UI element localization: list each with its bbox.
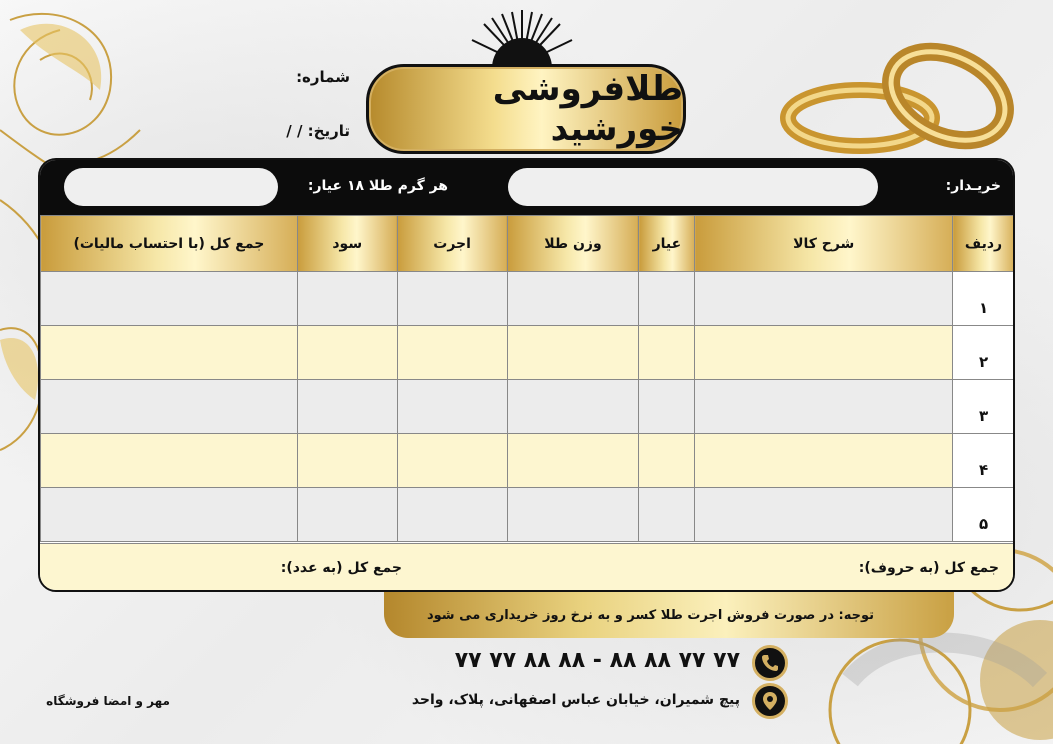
table-row: [41, 488, 1015, 542]
phone-icon: [752, 645, 788, 681]
table-cell[interactable]: [695, 326, 953, 380]
table-cell[interactable]: [297, 434, 397, 488]
note-banner: [384, 592, 954, 638]
note-text: توجه: در صورت فروش اجرت طلا کسر و به نرخ روز خریداری می شود: [426, 607, 874, 623]
table-cell[interactable]: [695, 272, 953, 326]
column-header: ردیف: [953, 216, 1015, 272]
table-cell[interactable]: [507, 380, 639, 434]
column-header: شرح کالا: [695, 216, 953, 272]
form-header-bar: [40, 160, 1013, 215]
row-number: ۳: [953, 380, 1015, 434]
invoice-form: [38, 158, 1015, 592]
table-row: [41, 272, 1015, 326]
table-cell[interactable]: [397, 326, 507, 380]
table-row: [41, 434, 1015, 488]
sun-rays-icon: [462, 6, 582, 68]
table-cell[interactable]: [695, 488, 953, 542]
column-header: اجرت: [397, 216, 507, 272]
table-cell[interactable]: [397, 434, 507, 488]
phone-number: ۷۷ ۷۷ ۸۸ ۸۸ - ۸۸ ۸۸ ۷۷ ۷۷: [454, 648, 740, 673]
gold-rings-image: [780, 36, 1020, 156]
total-in-words-label: جمع کل (به حروف):: [858, 560, 999, 576]
total-in-numbers-label: جمع کل (به عدد):: [280, 560, 402, 576]
table-cell[interactable]: [639, 380, 695, 434]
column-header: عیار: [639, 216, 695, 272]
table-cell[interactable]: [297, 272, 397, 326]
stamp-signature-label: مهر و امضا فروشگاه: [46, 694, 170, 708]
shop-name: طلافروشی خورشید: [492, 69, 683, 149]
table-cell[interactable]: [507, 488, 639, 542]
gold-price-input[interactable]: [64, 168, 278, 206]
table-cell[interactable]: [639, 434, 695, 488]
table-cell[interactable]: [639, 488, 695, 542]
table-cell[interactable]: [695, 380, 953, 434]
table-cell[interactable]: [639, 326, 695, 380]
table-cell[interactable]: [639, 272, 695, 326]
table-cell[interactable]: [41, 488, 298, 542]
table-cell[interactable]: [507, 272, 639, 326]
row-number: ۱: [953, 272, 1015, 326]
column-header: سود: [297, 216, 397, 272]
column-header: جمع کل (با احتساب مالیات): [41, 216, 298, 272]
table-header-row: [41, 216, 1015, 272]
row-number: ۵: [953, 488, 1015, 542]
number-label: شماره:: [296, 68, 350, 86]
gold-price-label: هر گرم طلا ۱۸ عیار:: [307, 178, 448, 194]
row-number: ۴: [953, 434, 1015, 488]
table-cell[interactable]: [397, 488, 507, 542]
table-cell[interactable]: [507, 434, 639, 488]
address-text: پیچ شمیران، خیابان عباس اصفهانی، پلاک، واحد: [411, 692, 740, 708]
location-pin-icon: [752, 683, 788, 719]
table-row: [41, 326, 1015, 380]
table-cell[interactable]: [41, 326, 298, 380]
table-cell[interactable]: [41, 434, 298, 488]
table-row: [41, 380, 1015, 434]
column-header: وزن طلا: [507, 216, 639, 272]
buyer-input[interactable]: [508, 168, 878, 206]
row-number: ۲: [953, 326, 1015, 380]
total-row: [40, 543, 1013, 592]
items-table: [40, 215, 1015, 542]
table-cell[interactable]: [297, 380, 397, 434]
table-cell[interactable]: [397, 380, 507, 434]
table-cell[interactable]: [695, 434, 953, 488]
shop-logo-banner: [366, 64, 686, 154]
date-label: تاریخ: / /: [286, 122, 350, 140]
table-cell[interactable]: [397, 272, 507, 326]
table-cell[interactable]: [41, 272, 298, 326]
table-cell[interactable]: [41, 380, 298, 434]
buyer-label: خریـدار:: [945, 178, 1001, 194]
table-cell[interactable]: [297, 326, 397, 380]
table-cell[interactable]: [507, 326, 639, 380]
table-cell[interactable]: [297, 488, 397, 542]
